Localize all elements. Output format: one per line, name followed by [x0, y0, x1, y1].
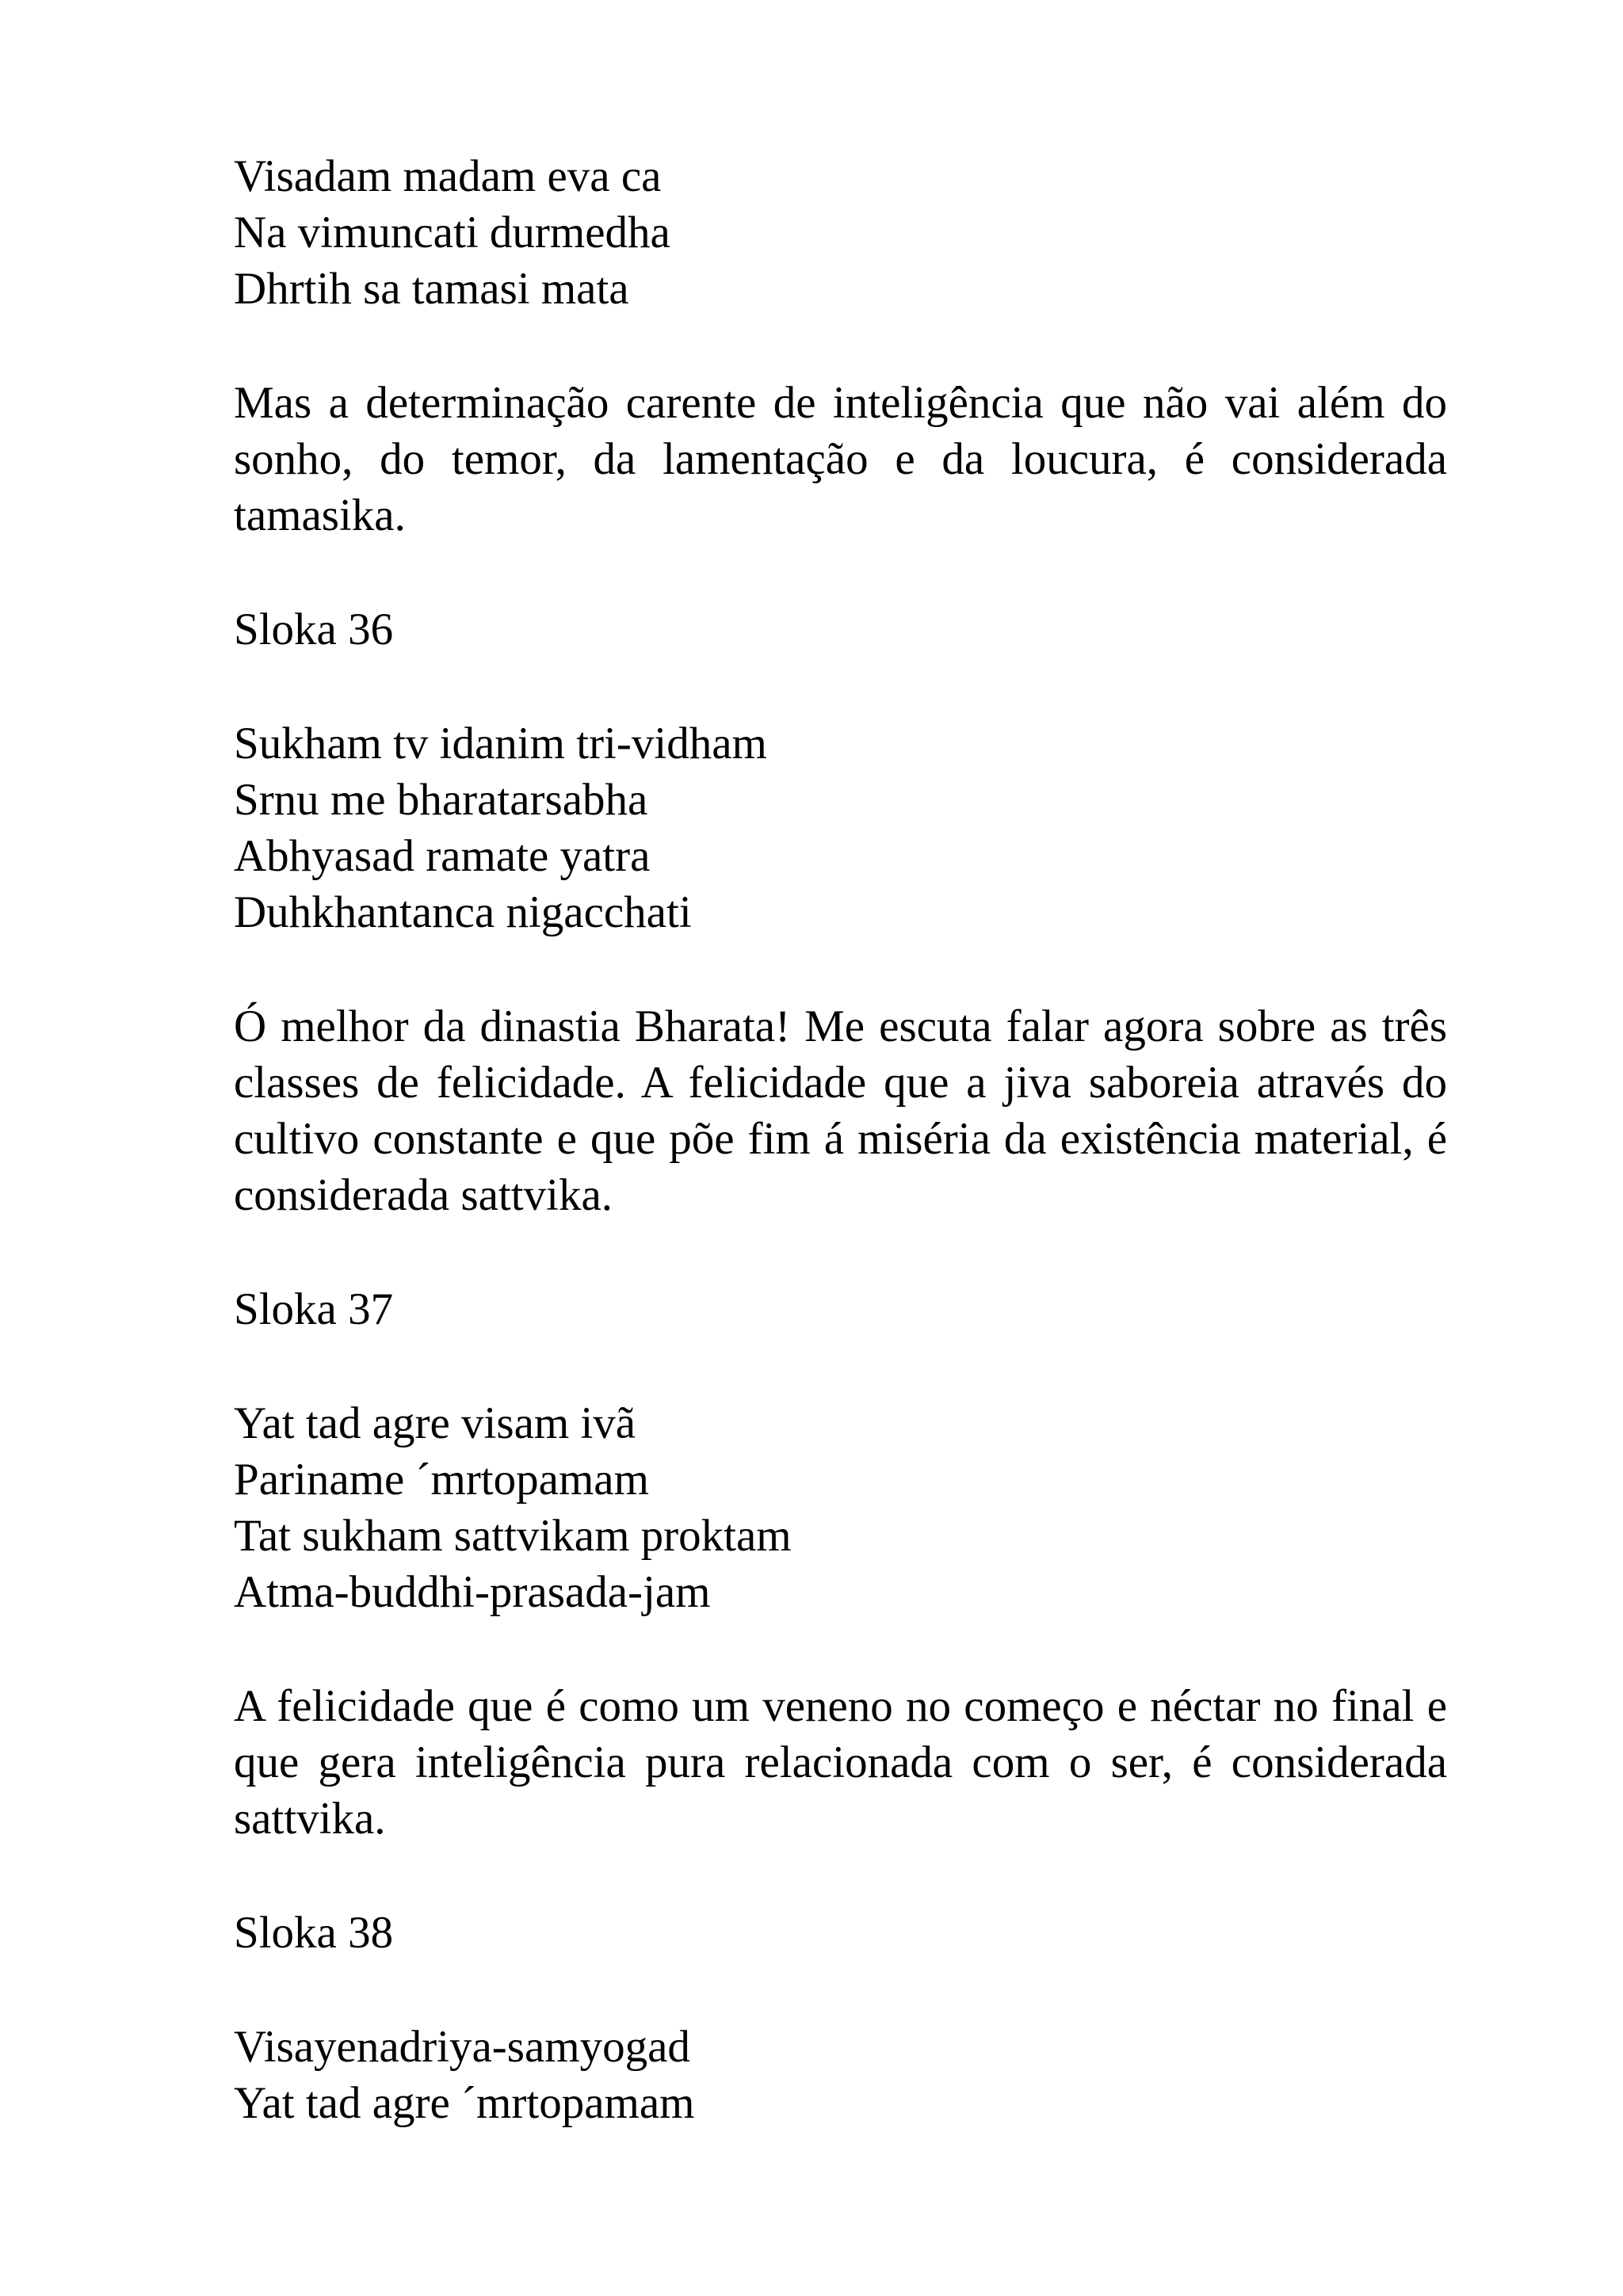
verse-line: Yat tad agre visam ivã: [234, 1398, 636, 1448]
verse-line: Sukham tv idanim tri-vidham: [234, 719, 767, 769]
translation-paragraph: A felicidade que é como um veneno no começo e néctar no final e que gera inteligência pura relacionada com o ser, é considerada sattvika.: [234, 1681, 1447, 1844]
verse-block: [234, 2019, 1447, 2131]
verse-line: Atma-buddhi-prasada-jam: [234, 1567, 711, 1617]
sloka-heading: Sloka 37: [234, 1284, 394, 1334]
sloka-heading: Sloka 38: [234, 1908, 394, 1958]
verse-line: Pariname ´mrtopamam: [234, 1455, 649, 1505]
verse-line: Dhrtih sa tamasi mata: [234, 264, 629, 314]
verse-block: [234, 715, 1447, 940]
verse-line: Visadam madam eva ca: [234, 151, 662, 201]
verse-line: Tat sukham sattvikam proktam: [234, 1511, 792, 1561]
verse-line: Visayenadriya-samyogad: [234, 2022, 690, 2072]
page-content: [234, 148, 1447, 2189]
translation-paragraph: Mas a determinação carente de inteligência que não vai além do sonho, do temor, da lamentação e da loucura, é considerada tamasika.: [234, 378, 1447, 540]
verse-block: [234, 148, 1447, 317]
verse-line: Abhyasad ramate yatra: [234, 831, 651, 881]
verse-line: Na vimuncati durmedha: [234, 208, 670, 257]
verse-line: Yat tad agre ´mrtopamam: [234, 2078, 695, 2128]
verse-block: [234, 1395, 1447, 1620]
sloka-heading: Sloka 36: [234, 605, 394, 654]
verse-line: Srnu me bharatarsabha: [234, 775, 648, 825]
translation-paragraph: Ó melhor da dinastia Bharata! Me escuta falar agora sobre as três classes de felicidade. A felicidade que a jiva saboreia através do cultivo constante e que põe fim á miséria da existência material, é considerada sattvika.: [234, 1001, 1447, 1220]
verse-line: Duhkhantanca nigacchati: [234, 887, 692, 937]
